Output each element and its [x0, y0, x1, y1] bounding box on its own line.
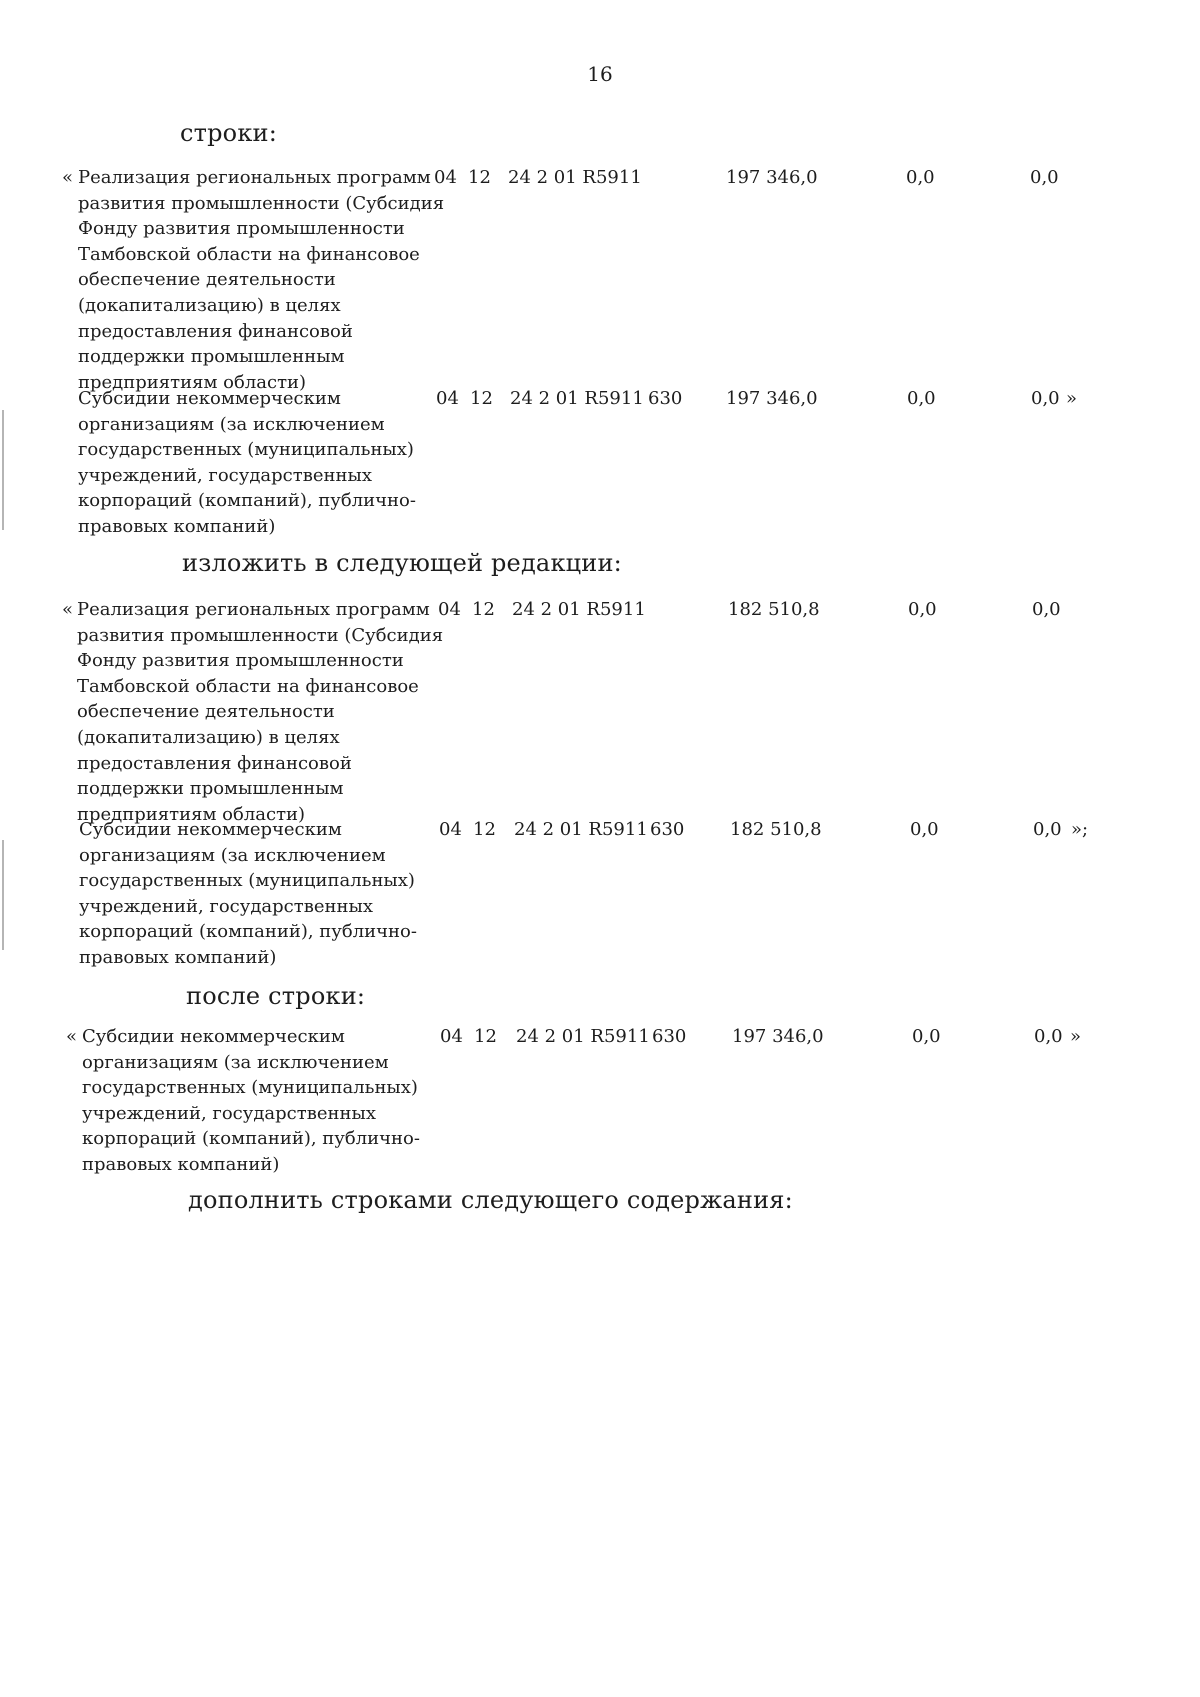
cell-amount-2: 0,0: [908, 599, 937, 620]
cell-amount-1: 182 510,8: [730, 819, 822, 840]
cell-csr: 24 2 01 R5911: [508, 167, 642, 188]
heading-after: после строки:: [186, 982, 366, 1010]
heading-supplement: дополнить строками следующего содержания:: [188, 1186, 793, 1214]
cell-amount-3: 0,0: [1034, 1026, 1063, 1047]
cell-vr: 630: [650, 819, 685, 840]
cell-rz: 04: [438, 599, 461, 620]
cell-csr: 24 2 01 R5911: [516, 1026, 650, 1047]
cell-csr: 24 2 01 R5911: [512, 599, 646, 620]
closing-quote: »: [1070, 1026, 1082, 1047]
cell-pr: 12: [470, 388, 493, 409]
page-number: 16: [587, 62, 613, 86]
cell-csr: 24 2 01 R5911: [514, 819, 648, 840]
closing-quote: »;: [1071, 819, 1089, 840]
cell-vr: 630: [652, 1026, 687, 1047]
scan-edge-mark: [2, 840, 4, 950]
cell-amount-2: 0,0: [907, 388, 936, 409]
row-description: Субсидии некоммерческим организациям (за исключением государственных (муниципальных) учреждений, государственных корпораций (компаний), публично-правовых компаний): [82, 1026, 420, 1175]
cell-amount-1: 197 346,0: [726, 388, 818, 409]
heading-replace: изложить в следующей редакции:: [182, 549, 622, 577]
cell-rz: 04: [436, 388, 459, 409]
cell-csr: 24 2 01 R5911: [510, 388, 644, 409]
row-description: Субсидии некоммерческим организациям (за исключением государственных (муниципальных) учреждений, государственных корпораций (компаний), публично-правовых компаний): [79, 819, 417, 968]
quote-mark: «: [62, 599, 74, 620]
quote-mark: «: [62, 167, 74, 188]
heading-rows: строки:: [180, 119, 278, 147]
cell-amount-1: 197 346,0: [726, 167, 818, 188]
cell-amount-3: 0,0: [1030, 167, 1059, 188]
quote-mark: «: [66, 1026, 78, 1047]
cell-pr: 12: [473, 819, 496, 840]
row-description: Реализация региональных программ развития промышленности (Субсидия Фонду развития промышленности Тамбовской области на финансовое обеспечение деятельности (докапитализацию) в целях предоставления финансовой поддержки промышленным предприятиям области): [78, 167, 445, 393]
cell-amount-2: 0,0: [910, 819, 939, 840]
cell-amount-1: 182 510,8: [728, 599, 820, 620]
cell-rz: 04: [439, 819, 462, 840]
row-description: Субсидии некоммерческим организациям (за исключением государственных (муниципальных) учреждений, государственных корпораций (компаний), публично-правовых компаний): [78, 388, 416, 537]
cell-amount-3: 0,0: [1032, 599, 1061, 620]
cell-pr: 12: [468, 167, 491, 188]
closing-quote: »: [1066, 388, 1078, 409]
row-description: Реализация региональных программ развития промышленности (Субсидия Фонду развития промышленности Тамбовской области на финансовое обеспечение деятельности (докапитализацию) в целях предоставления финансовой поддержки промышленным предприятиям области): [77, 599, 444, 825]
cell-pr: 12: [474, 1026, 497, 1047]
cell-vr: 630: [648, 388, 683, 409]
cell-rz: 04: [440, 1026, 463, 1047]
cell-pr: 12: [472, 599, 495, 620]
cell-rz: 04: [434, 167, 457, 188]
scan-edge-mark: [2, 410, 4, 530]
cell-amount-1: 197 346,0: [732, 1026, 824, 1047]
cell-amount-3: 0,0: [1033, 819, 1062, 840]
cell-amount-3: 0,0: [1031, 388, 1060, 409]
cell-amount-2: 0,0: [906, 167, 935, 188]
cell-amount-2: 0,0: [912, 1026, 941, 1047]
